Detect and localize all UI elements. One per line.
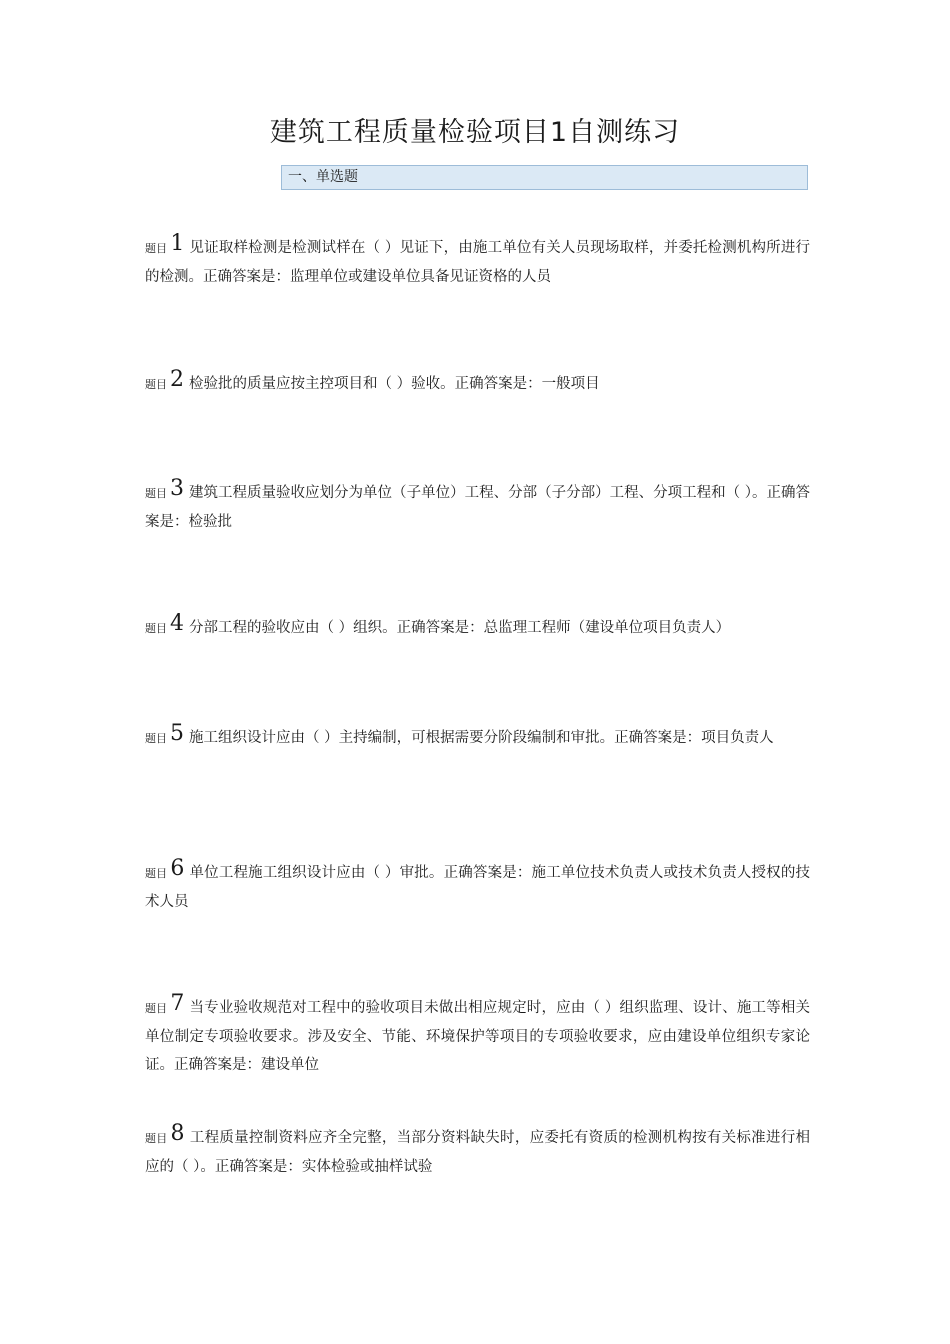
question-text: 建筑工程质量验收应划分为单位（子单位）工程、分部（子分部）工程、分项工程和（ ）。正确答案是：检验批 (145, 485, 811, 530)
question-item (145, 475, 810, 536)
question-number: 1 (170, 231, 185, 256)
question-prefix: 题目 (145, 1132, 168, 1145)
question-item (145, 855, 810, 916)
question-text: 施工组织设计应由（ ）主持编制，可根据需要分阶段编制和审批。正确答案是：项目负责人 (189, 730, 774, 746)
question-number: 5 (170, 721, 184, 746)
section-header: 一、单选题 (281, 165, 808, 190)
question-item (145, 610, 810, 643)
question-number: 6 (170, 856, 185, 881)
question-number: 4 (170, 611, 184, 636)
question-item (145, 366, 810, 399)
question-prefix: 题目 (145, 1002, 168, 1015)
question-prefix: 题目 (145, 622, 167, 635)
question-prefix: 题目 (145, 732, 167, 745)
question-prefix: 题目 (145, 867, 168, 880)
question-text: 检验批的质量应按主控项目和（ ）验收。正确答案是：一般项目 (189, 376, 600, 392)
question-text: 分部工程的验收应由（ ）组织。正确答案是：总监理工程师（建设单位项目负责人） (189, 620, 731, 636)
question-prefix: 题目 (145, 378, 167, 391)
question-number: 3 (170, 476, 185, 501)
question-text: 单位工程施工组织设计应由（ ）审批。正确答案是：施工单位技术负责人或技术负责人授权的技术人员 (145, 865, 811, 910)
question-item (145, 720, 810, 753)
question-text: 见证取样检测是检测试样在（ ）见证下，由施工单位有关人员现场取样，并委托检测机构所进行的检测。正确答案是：监理单位或建设单位具备见证资格的人员 (145, 240, 811, 285)
question-text: 当专业验收规范对工程中的验收项目未做出相应规定时，应由（ ）组织监理、设计、施工等相关单位制定专项验收要求。涉及安全、节能、环境保护等项目的专项验收要求，应由建设单位组织专家论证。正确答案是：建设单位 (145, 1000, 811, 1073)
question-number: 8 (170, 1121, 185, 1146)
question-number: 7 (170, 991, 185, 1016)
question-prefix: 题目 (145, 242, 168, 255)
question-number: 2 (170, 367, 184, 392)
question-text: 工程质量控制资料应齐全完整，当部分资料缺失时，应委托有资质的检测机构按有关标准进行相应的（ ）。正确答案是：实体检验或抽样试验 (145, 1130, 810, 1175)
page-title: 建筑工程质量检验项目1自测练习 (269, 117, 681, 148)
question-item (145, 1120, 810, 1181)
question-prefix: 题目 (145, 487, 168, 500)
question-item (145, 990, 810, 1079)
question-item (145, 230, 810, 291)
